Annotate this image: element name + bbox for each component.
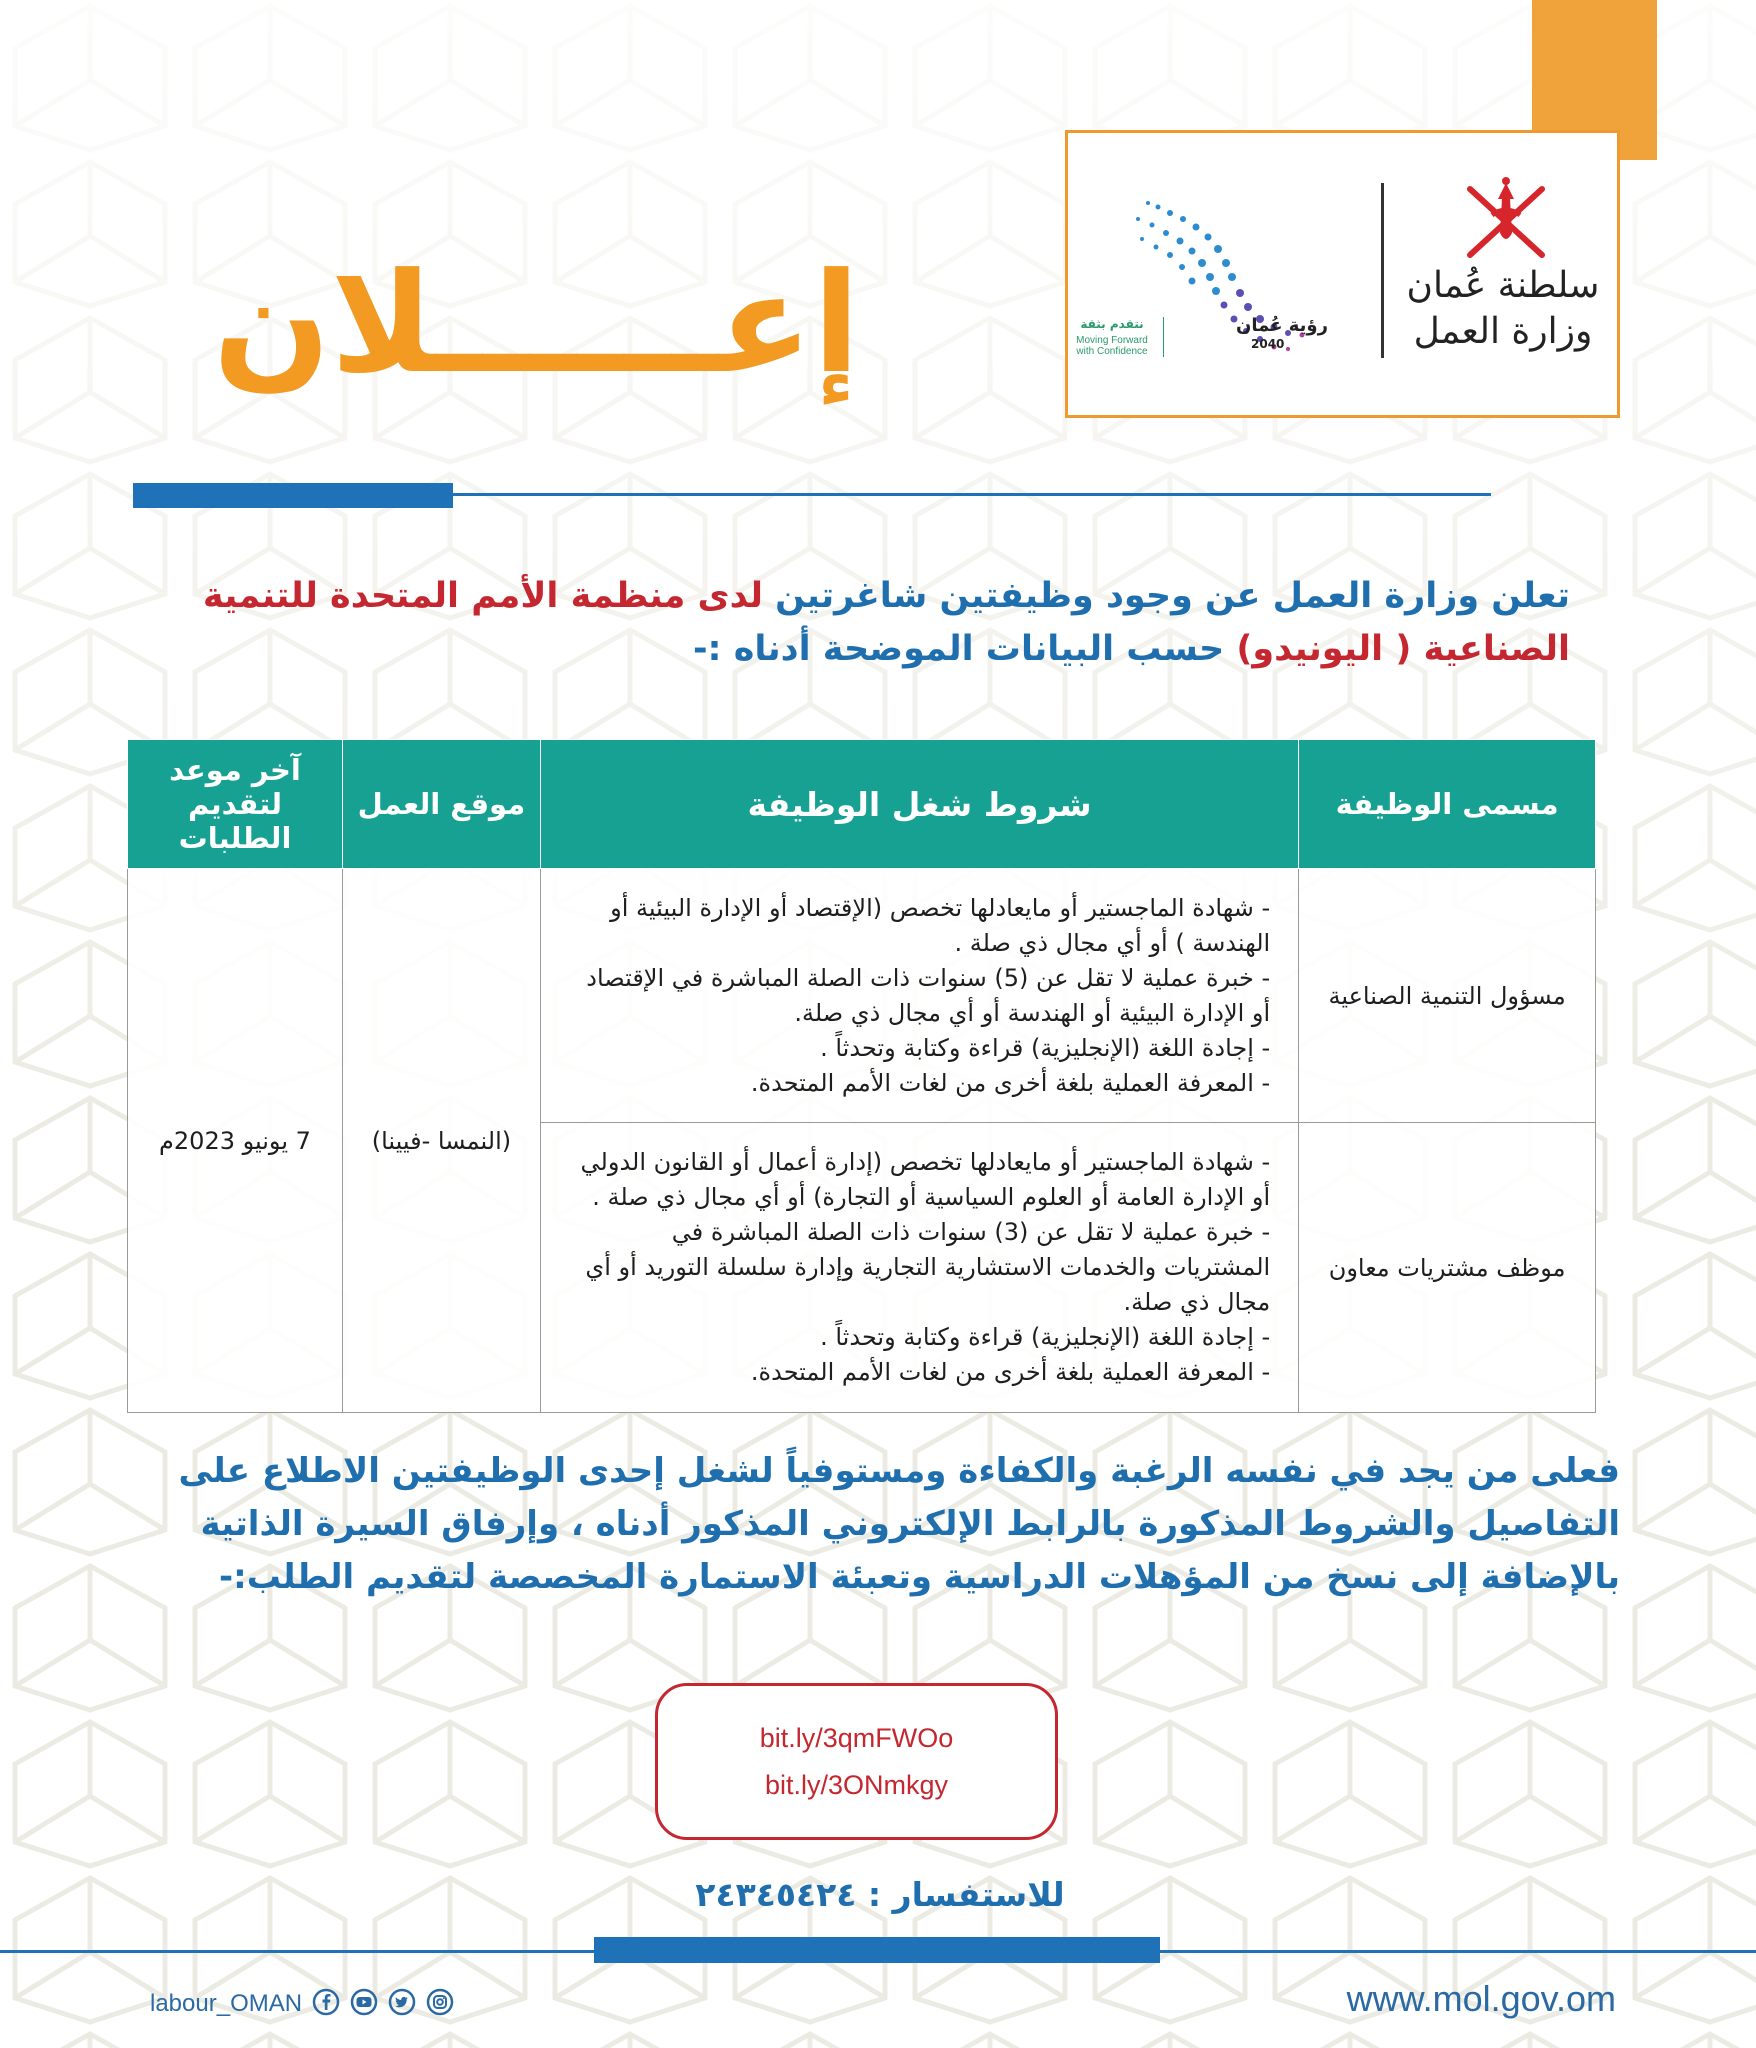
- intro-paragraph: [130, 570, 1570, 676]
- requirement-item: - خبرة عملية لا تقل عن (3) سنوات ذات الصلة المباشرة في المشتريات والخدمات الاستشارية التجارية وإدارة سلسلة التوريد أو أي مجال ذي صلة.: [585, 1218, 1271, 1316]
- job-title-cell: مسؤول التنمية الصناعية: [1299, 869, 1596, 1123]
- twitter-icon[interactable]: [388, 1988, 416, 2016]
- logo-divider: [1381, 183, 1384, 358]
- location-cell: (النمسا -فيينا): [342, 869, 540, 1413]
- ministry-name-line2: وزارة العمل: [1413, 311, 1593, 352]
- requirement-item: - شهادة الماجستير أو مايعادلها تخصص (الإقتصاد أو الإدارة البيئية أو الهندسة ) أو أي مجال ذي صلة .: [610, 893, 1271, 957]
- oman-khanjar-emblem-icon: [1456, 175, 1556, 265]
- announcement-title-text: إعــــــلان: [212, 243, 860, 404]
- application-link-2[interactable]: bit.ly/3ONmkgy: [764, 1769, 949, 1800]
- requirement-item: - المعرفة العملية بلغة أخرى من لغات الأمم المتحدة.: [750, 1068, 1271, 1097]
- website-link[interactable]: www.mol.gov.om: [1346, 1978, 1616, 2019]
- header-job-title: مسمى الوظيفة: [1299, 740, 1596, 869]
- social-handle[interactable]: labour_OMAN: [150, 1990, 303, 2017]
- vision-tagline-en-2: with Confidence: [1076, 346, 1148, 357]
- job-title-cell: موظف مشتريات معاون: [1299, 1123, 1596, 1413]
- table-row: [128, 869, 1596, 1123]
- header-deadline: آخر موعد لتقديم الطلبات: [128, 740, 343, 869]
- requirement-item: - إجادة اللغة (الإنجليزية) قراءة وكتابة وتحدثاً .: [820, 1323, 1271, 1351]
- requirements-cell: [540, 869, 1298, 1123]
- logo-panel: [1065, 130, 1620, 418]
- application-link-1[interactable]: bit.ly/3qmFWOo: [759, 1722, 954, 1753]
- social-icons: [312, 1988, 454, 2016]
- header-requirements: شروط شغل الوظيفة: [540, 740, 1298, 869]
- youtube-icon[interactable]: [350, 1988, 378, 2016]
- application-links-box: [655, 1683, 1058, 1840]
- intro-organization: لدى منظمة الأمم المتحدة للتنمية الصناعية ( اليونيدو): [202, 576, 1570, 669]
- jobs-table: [127, 739, 1596, 1413]
- vision-tagline-en-1: Moving Forward: [1076, 335, 1148, 346]
- requirement-item: - شهادة الماجستير أو مايعادلها تخصص (إدارة أعمال أو القانون الدولي أو الإدارة العامة أو العلوم السياسية أو التجارة) أو أي مجال ذي صلة .: [580, 1148, 1271, 1211]
- header-location: موقع العمل: [342, 740, 540, 869]
- requirements-cell: [540, 1123, 1298, 1413]
- instagram-icon[interactable]: [426, 1988, 454, 2016]
- inquiry-phone: للاستفسار : ٢٤٣٤٥٤٢٤: [695, 1875, 1065, 1914]
- announcement-title: [180, 243, 860, 445]
- intro-part1: تعلن وزارة العمل عن وجود وظيفتين شاغرتين: [762, 576, 1570, 616]
- deadline-cell: 7 يونيو 2023م: [128, 869, 343, 1413]
- header-rule-accent: [133, 483, 453, 508]
- vision-divider: [1163, 317, 1164, 357]
- facebook-icon[interactable]: [312, 1988, 340, 2016]
- vision-logo-text: رؤية عُمان: [1236, 315, 1328, 336]
- requirement-item: - إجادة اللغة (الإنجليزية) قراءة وكتابة وتحدثاً .: [820, 1033, 1271, 1062]
- application-instructions: فعلى من يجد في نفسه الرغبة والكفاءة ومستوفياً لشغل إحدى الوظيفتين الاطلاع على التفاصيل والشروط المذكورة بالرابط الإلكتروني المذكور أدناه ، وإرفاق السيرة الذاتية بالإضافة إلى نسخ من المؤهلات الدراسية وتعبئة الاستمارة المخصصة لتقديم الطلب:-: [178, 1451, 1620, 1597]
- requirement-item: - خبرة عملية لا تقل عن (5) سنوات ذات الصلة المباشرة في الإقتصاد أو الإدارة البيئية أو الهندسة أو أي مجال ذي صلة.: [586, 963, 1271, 1027]
- ministry-name-line1: سلطنة عُمان: [1406, 265, 1600, 306]
- table-header-row: [128, 740, 1596, 869]
- vision-tagline-ar: نتقدم بثقة: [1080, 317, 1144, 331]
- requirement-item: - المعرفة العملية بلغة أخرى من لغات الأمم المتحدة.: [750, 1358, 1271, 1386]
- intro-part3: حسب البيانات الموضحة أدناه :-: [693, 629, 1237, 669]
- footer-rule-accent: [594, 1937, 1160, 1963]
- vision-year: 2040: [1251, 337, 1285, 351]
